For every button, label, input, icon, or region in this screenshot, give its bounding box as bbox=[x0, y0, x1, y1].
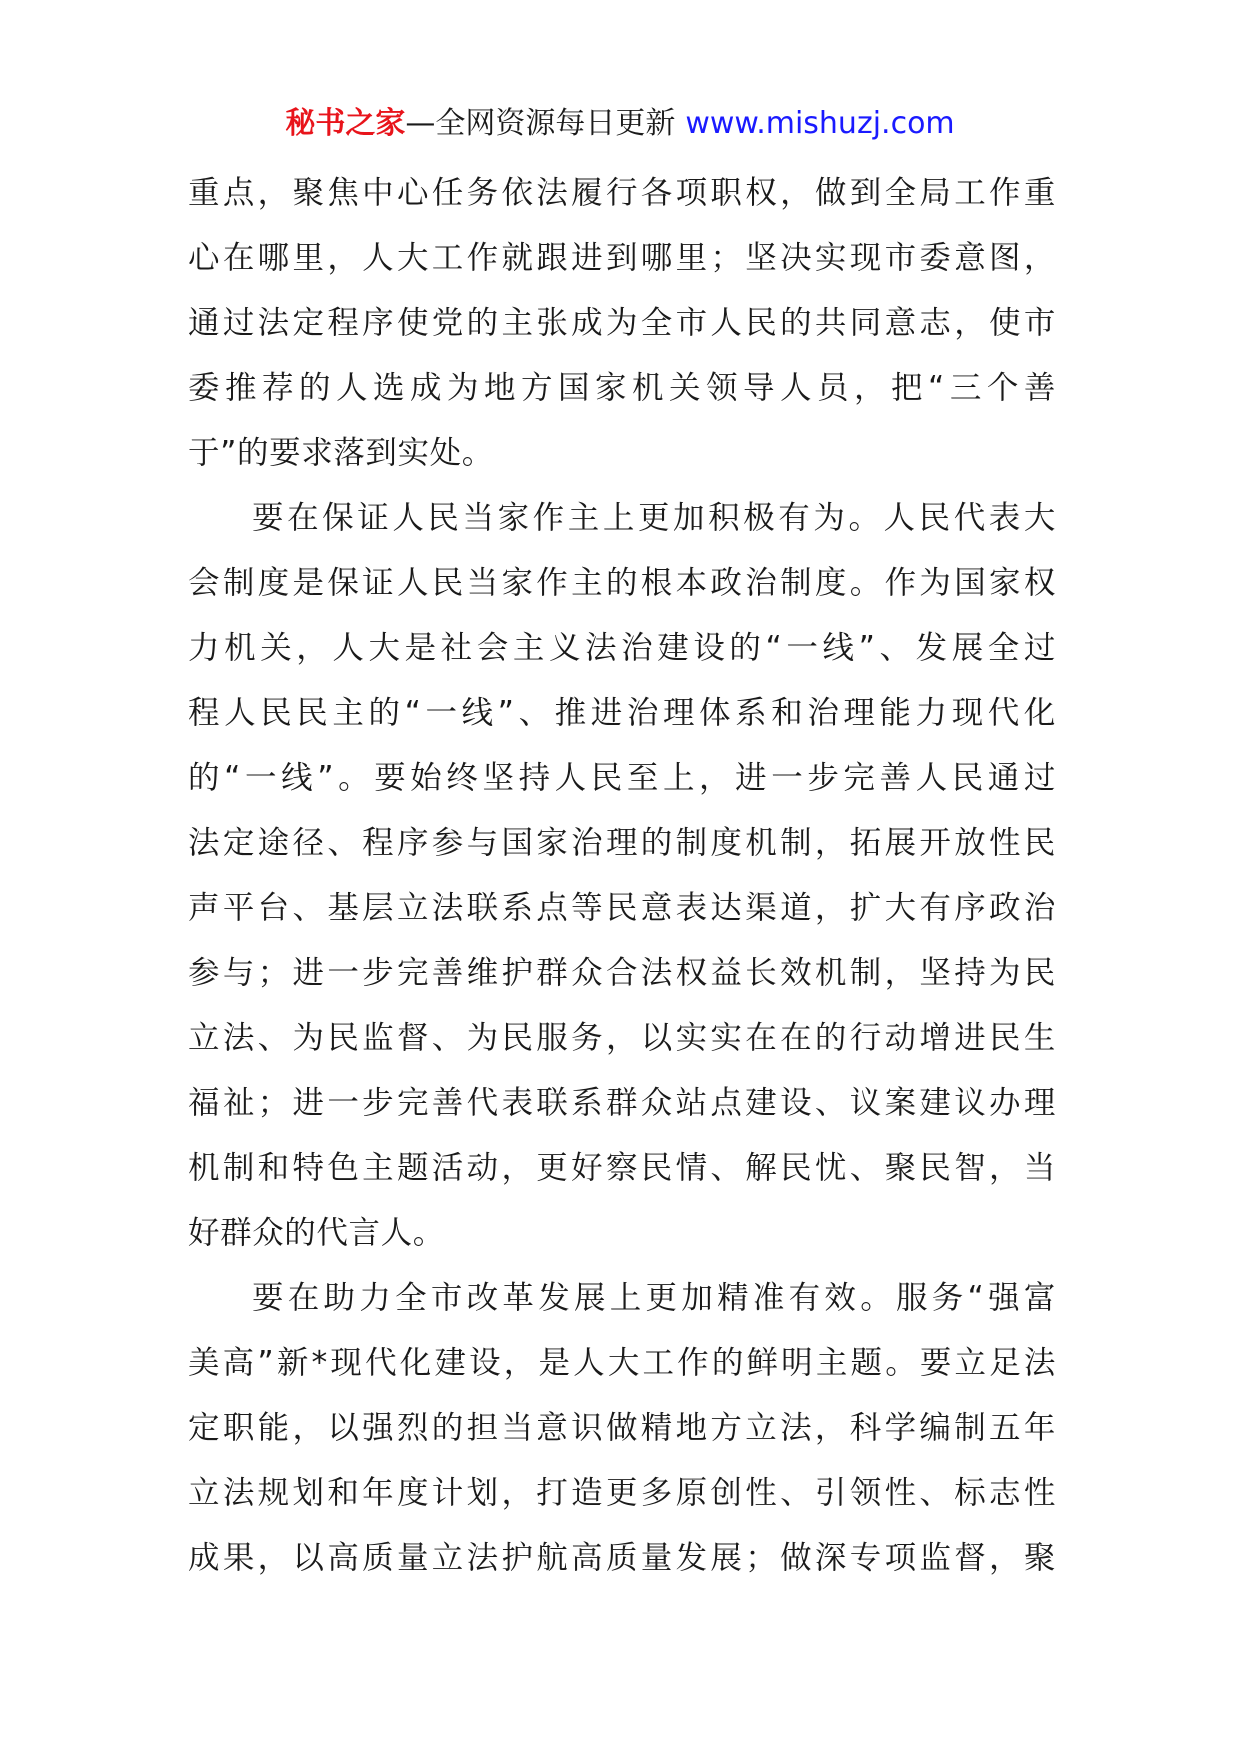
paragraph-start-line: 要在保证人民当家作主上更加积极有为。人民代表大 bbox=[252, 500, 1056, 536]
text-line: 声平台、基层立法联系点等民意表达渠道，扩大有序政治 bbox=[188, 890, 1056, 926]
text-line: 成果，以高质量立法护航高质量发展；做深专项监督，聚 bbox=[188, 1540, 1056, 1576]
brand-name: 秘书之家 bbox=[285, 106, 406, 141]
text-line: 的“一线”。要始终坚持人民至上，进一步完善人民通过 bbox=[188, 760, 1056, 796]
text-line: 立法规划和年度计划，打造更多原创性、引领性、标志性 bbox=[188, 1475, 1056, 1511]
header-slogan: —全网资源每日更新 bbox=[405, 106, 676, 141]
document-body bbox=[188, 161, 1056, 1591]
text-line: 重点，聚焦中心任务依法履行各项职权，做到全局工作重 bbox=[188, 175, 1056, 211]
text-line: 委推荐的人选成为地方国家机关领导人员，把“三个善 bbox=[188, 370, 1056, 406]
text-line: 定职能，以强烈的担当意识做精地方立法，科学编制五年 bbox=[188, 1410, 1056, 1446]
text-line: 力机关，人大是社会主义法治建设的“一线”、发展全过 bbox=[188, 630, 1056, 666]
text-line: 好群众的代言人。 bbox=[188, 1215, 445, 1251]
text-line: 会制度是保证人民当家作主的根本政治制度。作为国家权 bbox=[188, 565, 1056, 601]
paragraph-start-line: 要在助力全市改革发展上更加精准有效。服务“强富 bbox=[252, 1280, 1056, 1316]
text-line: 心在哪里，人大工作就跟进到哪里；坚决实现市委意图， bbox=[188, 240, 1056, 276]
text-line: 法定途径、程序参与国家治理的制度机制，拓展开放性民 bbox=[188, 825, 1056, 861]
page-header bbox=[0, 100, 1240, 148]
text-line: 通过法定程序使党的主张成为全市人民的共同意志，使市 bbox=[188, 305, 1056, 341]
text-line: 美高”新*现代化建设，是人大工作的鲜明主题。要立足法 bbox=[188, 1345, 1056, 1381]
site-url[interactable]: www.mishuzj.com bbox=[685, 106, 955, 141]
text-line: 于”的要求落到实处。 bbox=[188, 435, 494, 471]
text-line: 程人民民主的“一线”、推进治理体系和治理能力现代化 bbox=[188, 695, 1056, 731]
text-line: 立法、为民监督、为民服务，以实实在在的行动增进民生 bbox=[188, 1020, 1056, 1056]
text-line: 机制和特色主题活动，更好察民情、解民忧、聚民智，当 bbox=[188, 1150, 1056, 1186]
text-line: 福祉；进一步完善代表联系群众站点建设、议案建议办理 bbox=[188, 1085, 1056, 1121]
text-line: 参与；进一步完善维护群众合法权益长效机制，坚持为民 bbox=[188, 955, 1056, 991]
